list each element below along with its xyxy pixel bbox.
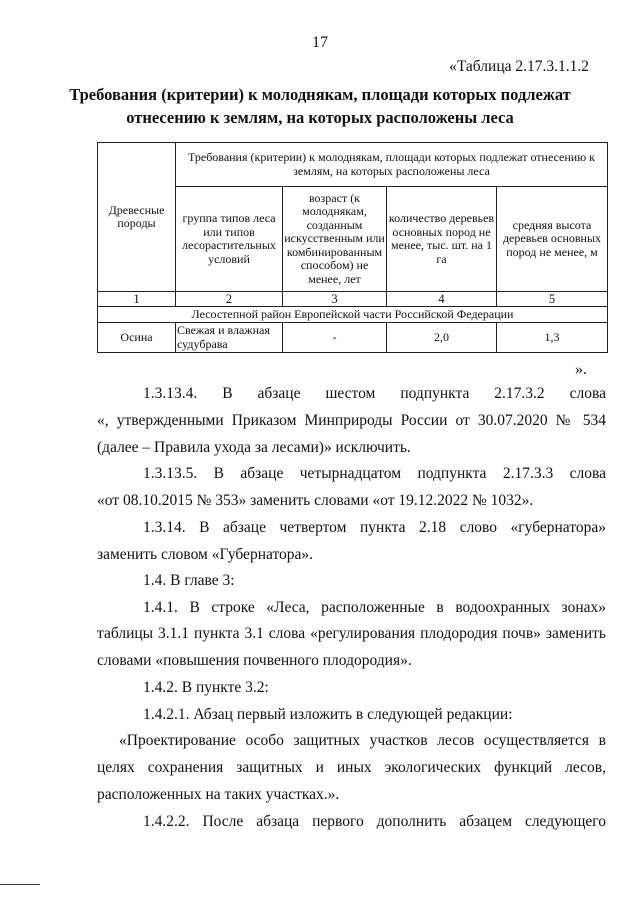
paragraph-1-4-1-line-1: 1.4.1. В строке «Леса, расположенные в водоохранных зонах» — [143, 599, 606, 616]
paragraph-1-3-13-4-line-1: 1.3.13.4. В абзаце шестом подпункта 2.17.3.2 слова — [143, 385, 606, 402]
paragraph-1-3-14-line-2: заменить словом «Губернатора». — [97, 546, 314, 563]
page-number: 17 — [312, 34, 328, 51]
column-number-3: 3 — [283, 292, 387, 307]
column-number-2: 2 — [176, 292, 283, 307]
column-number-1: 1 — [98, 292, 176, 307]
header-tree-count: количество деревьев основных пород не менее, тыс. шт. на 1 га — [387, 187, 497, 292]
paragraph-1-4-2-2-line-1: 1.4.2.2. После абзаца первого дополнить абзацем следующего — [143, 813, 606, 830]
paragraph-1-4: 1.4. В главе 3: — [143, 572, 235, 589]
paragraph-1-4-2: 1.4.2. В пункте 3.2: — [143, 679, 269, 696]
region-row: Лесостепной район Европейской части Российской Федерации — [98, 307, 608, 323]
cell-tree-species: Осина — [98, 323, 176, 353]
table-title-line-2: отнесению к землям, на которых расположены леса — [126, 108, 514, 127]
requirements-table — [97, 142, 608, 353]
quoted-paragraph-line-1: «Проектирование особо защитных участков лесов осуществляется в — [119, 732, 606, 749]
column-number-5: 5 — [497, 292, 608, 307]
paragraph-1-3-14-line-1: 1.3.14. В абзаце четвертом пункта 2.18 слово «губернатора» — [143, 519, 606, 536]
header-age: возраст (к молоднякам, созданным искусственным или комбинированным способом) не менее, лет — [283, 187, 387, 292]
cell-average-height: 1,3 — [497, 323, 608, 353]
paragraph-1-4-1-line-3: словами «повышения почвенного плодородия». — [97, 652, 412, 669]
footer-rule — [0, 884, 40, 885]
cell-age: - — [283, 323, 387, 353]
table-reference: «Таблица 2.17.3.1.1.2 — [449, 58, 589, 75]
quoted-paragraph-line-2: целях сохранения защитных и иных экологических функций лесов, — [97, 759, 606, 776]
column-number-4: 4 — [387, 292, 497, 307]
header-tree-species: Древесные породы — [98, 143, 176, 292]
paragraph-1-4-1-line-2: таблицы 3.1.1 пункта 3.1 слова «регулирования плодородия почв» заменить — [97, 625, 606, 642]
paragraph-1-3-13-5-line-1: 1.3.13.5. В абзаце четырнадцатом подпункта 2.17.3.3 слова — [143, 465, 606, 482]
paragraph-1-3-13-4-line-2: «, утвержденными Приказом Минприроды России от 30.07.2020 № 534 — [97, 412, 606, 429]
header-requirements-group: Требования (критерии) к молоднякам, площади которых подлежат отнесению к землям, на которых расположены леса — [176, 143, 608, 187]
header-forest-type-group: группа типов леса или типов лесорастительных условий — [176, 187, 283, 292]
cell-tree-count: 2,0 — [387, 323, 497, 353]
paragraph-1-3-13-4-line-3: (далее – Правила ухода за лесами)» исключить. — [97, 439, 411, 456]
paragraph-1-4-2-1: 1.4.2.1. Абзац первый изложить в следующей редакции: — [143, 706, 513, 723]
paragraph-1-3-13-5-line-2: «от 08.10.2015 № 353» заменить словами «от 19.12.2022 № 1032». — [97, 492, 534, 509]
table-title-line-1: Требования (критерии) к молоднякам, площади которых подлежат — [69, 85, 571, 104]
header-average-height: средняя высота деревьев основных пород не менее, м — [497, 187, 608, 292]
quoted-paragraph-line-3: расположенных на таких участках.». — [97, 786, 340, 803]
closing-quote: ». — [575, 361, 587, 378]
cell-forest-type: Свежая и влажная судубрава — [176, 323, 283, 353]
